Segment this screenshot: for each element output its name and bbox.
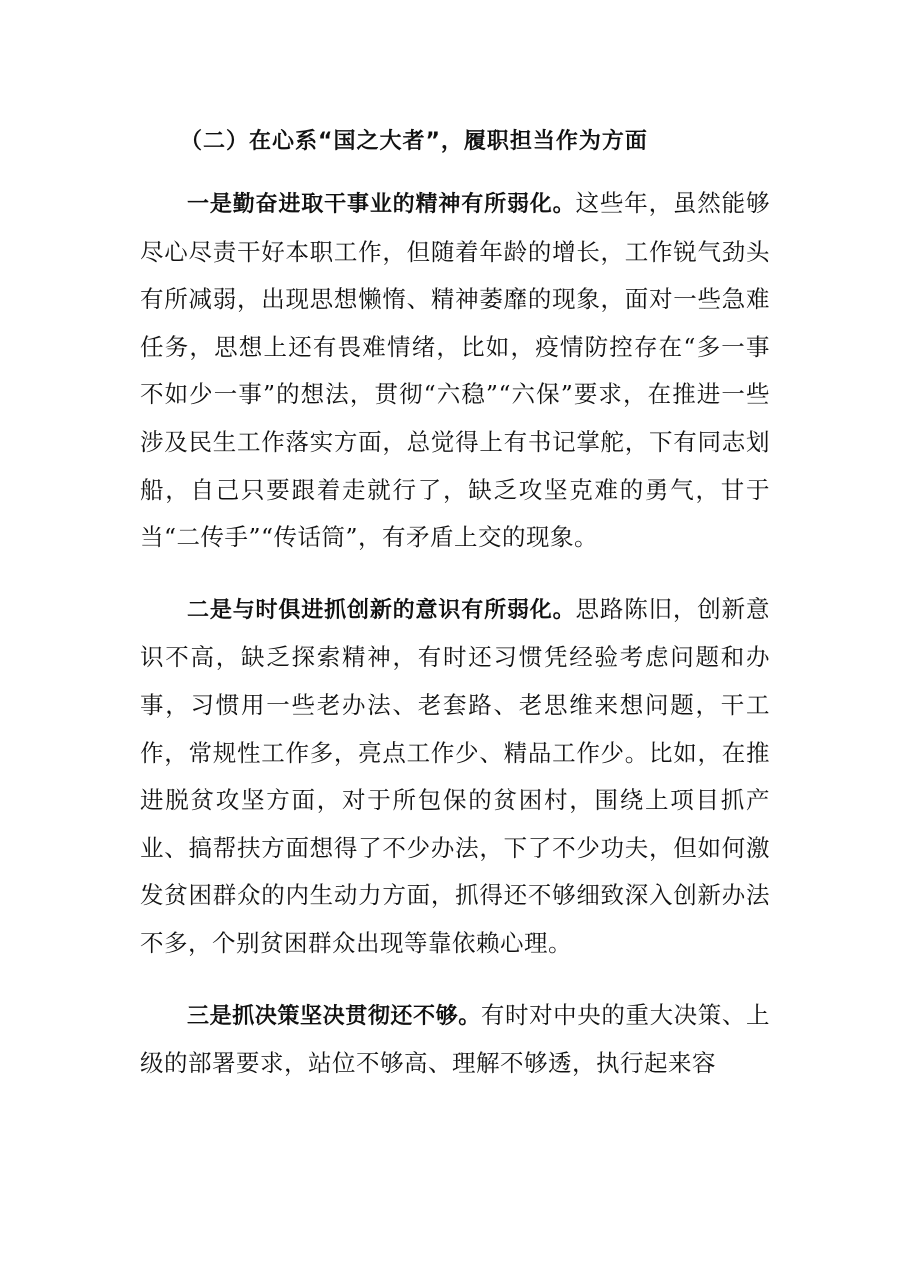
paragraph-2-body: 思路陈旧，创新意识不高，缺乏探索精神，有时还习惯凭经验考虑问题和办事，习惯用一些老办法、老套路、老思维来想问题，干工作，常规性工作多，亮点工作少、精品工作少。比如，在推进脱贫攻坚方面，对于所包保的贫困村，围绕上项目抓产业、搞帮扶方面想得了不少办法，下了不少功夫，但如何激发贫困群众的内生动力方面，抓得还不够细致深入创新办法不多，个别贫困群众出现等靠依赖心理。 (140, 594, 770, 957)
paragraph-1-lead: 一是勤奋进取干事业的精神有所弱化。 (187, 192, 576, 217)
paragraph-3-lead: 三是抓决策坚决贯彻还不够。 (187, 1003, 481, 1029)
paragraph-1 (140, 180, 770, 562)
paragraph-3-body: 有时对中央的重大决策、上级的部署要求，站位不够高、理解不够透，执行起来容 (140, 1000, 770, 1078)
paragraph-2-lead: 二是与时俱进抓创新的意识有所弱化。 (187, 597, 576, 623)
section-heading: （二）在心系“国之大者”，履职担当作为方面 (180, 129, 648, 154)
paragraph-1-body: 这些年，虽然能够尽心尽责干好本职工作，但随着年龄的增长，工作锐气劲头有所减弱，出现思想懒惰、精神萎靡的现象，面对一些急难任务，思想上还有畏难情绪，比如，疫情防控存在“多一事不如少一事”的想法，贯彻“六稳”“六保”要求，在推进一些涉及民生工作落实方面，总觉得上有书记掌舵，下有同志划船，自己只要跟着走就行了，缺乏攻坚克难的勇气，甘于当“二传手”“传话筒”，有矛盾上交的现象。 (140, 189, 770, 552)
document-body (140, 118, 770, 1112)
paragraph-3 (140, 992, 770, 1088)
paragraph-2 (140, 586, 770, 968)
